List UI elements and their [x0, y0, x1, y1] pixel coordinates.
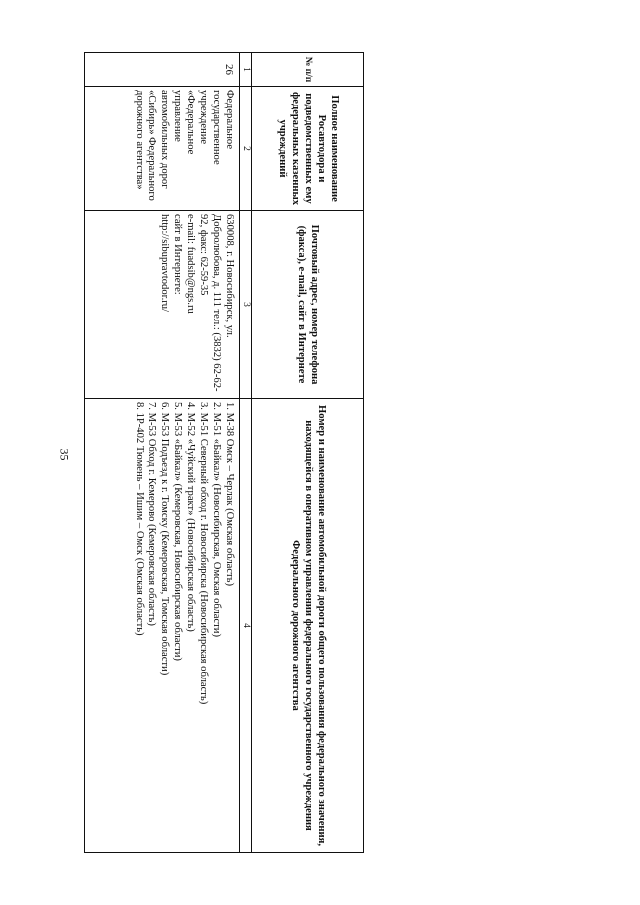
road-item: 5. М-53 «Байкал» (Кемеровская, Новосибирская области) [172, 402, 184, 661]
table-row [85, 53, 240, 853]
road-item: 4. М-52 «Чуйский тракт» (Новосибирская область) [185, 402, 197, 632]
road-item: 2. М-51 «Байкал» (Новосибирская, Омская области) [211, 402, 223, 638]
column-number: 4 [240, 399, 252, 853]
header-contacts: Почтовый адрес, номер телефона (факса), e-mail, сайт в Интернете [252, 211, 364, 399]
column-number: 1 [240, 53, 252, 87]
website-text: сайт в Интернете: http://sibupravtodor.ru/ [159, 214, 184, 312]
road-item: 7. М-53 Обход г. Кемерово (Кемеровская область) [146, 402, 158, 626]
header-name: Полное наименование Росавтодора и подведомственных ему федеральных казенных учреждений [252, 87, 364, 211]
email-text: e-mail: fuadsib@ngs.ru [185, 214, 197, 314]
road-item: 3. М-51 Северный обход г. Новосибирска (Новосибирская область) [198, 402, 210, 705]
header-number: № п/п [252, 53, 364, 87]
roads-cell [85, 399, 240, 853]
road-item: 8. 1Р-402 Тюмень – Ишим – Омск (Омская область) [133, 402, 145, 636]
header-row [252, 53, 364, 853]
column-number: 3 [240, 211, 252, 399]
road-item: 6. М-53 Подъезд к г. Томску (Кемеровская, Томская области) [159, 402, 171, 676]
rotated-table-frame [84, 52, 364, 852]
table-container [84, 52, 364, 852]
organization-name: Федеральное государственное учреждение «Федеральное управление автомобильных дорог «Сибирь» Федерального дорожного агентства» [85, 87, 240, 211]
postal-address: 630008, г. Новосибирск, ул. Добролюбова, д. 111 тел.: (3832) 62-62-92, факс: 62-59-35 [198, 214, 235, 392]
roads-table [84, 52, 364, 853]
contacts-cell [85, 211, 240, 399]
column-number: 2 [240, 87, 252, 211]
column-number-row [240, 53, 252, 853]
header-roads: Номер и наименование автомобильной дороги общего пользования федерального значения, находящейся в оперативном управлении федерального государственного учреждения Федерального дорожного агентства [252, 399, 364, 853]
page-number: 35 [57, 448, 72, 461]
road-item: 1. М-38 Омск – Черлак (Омская область) [224, 402, 235, 587]
row-number: 26 [85, 53, 240, 87]
